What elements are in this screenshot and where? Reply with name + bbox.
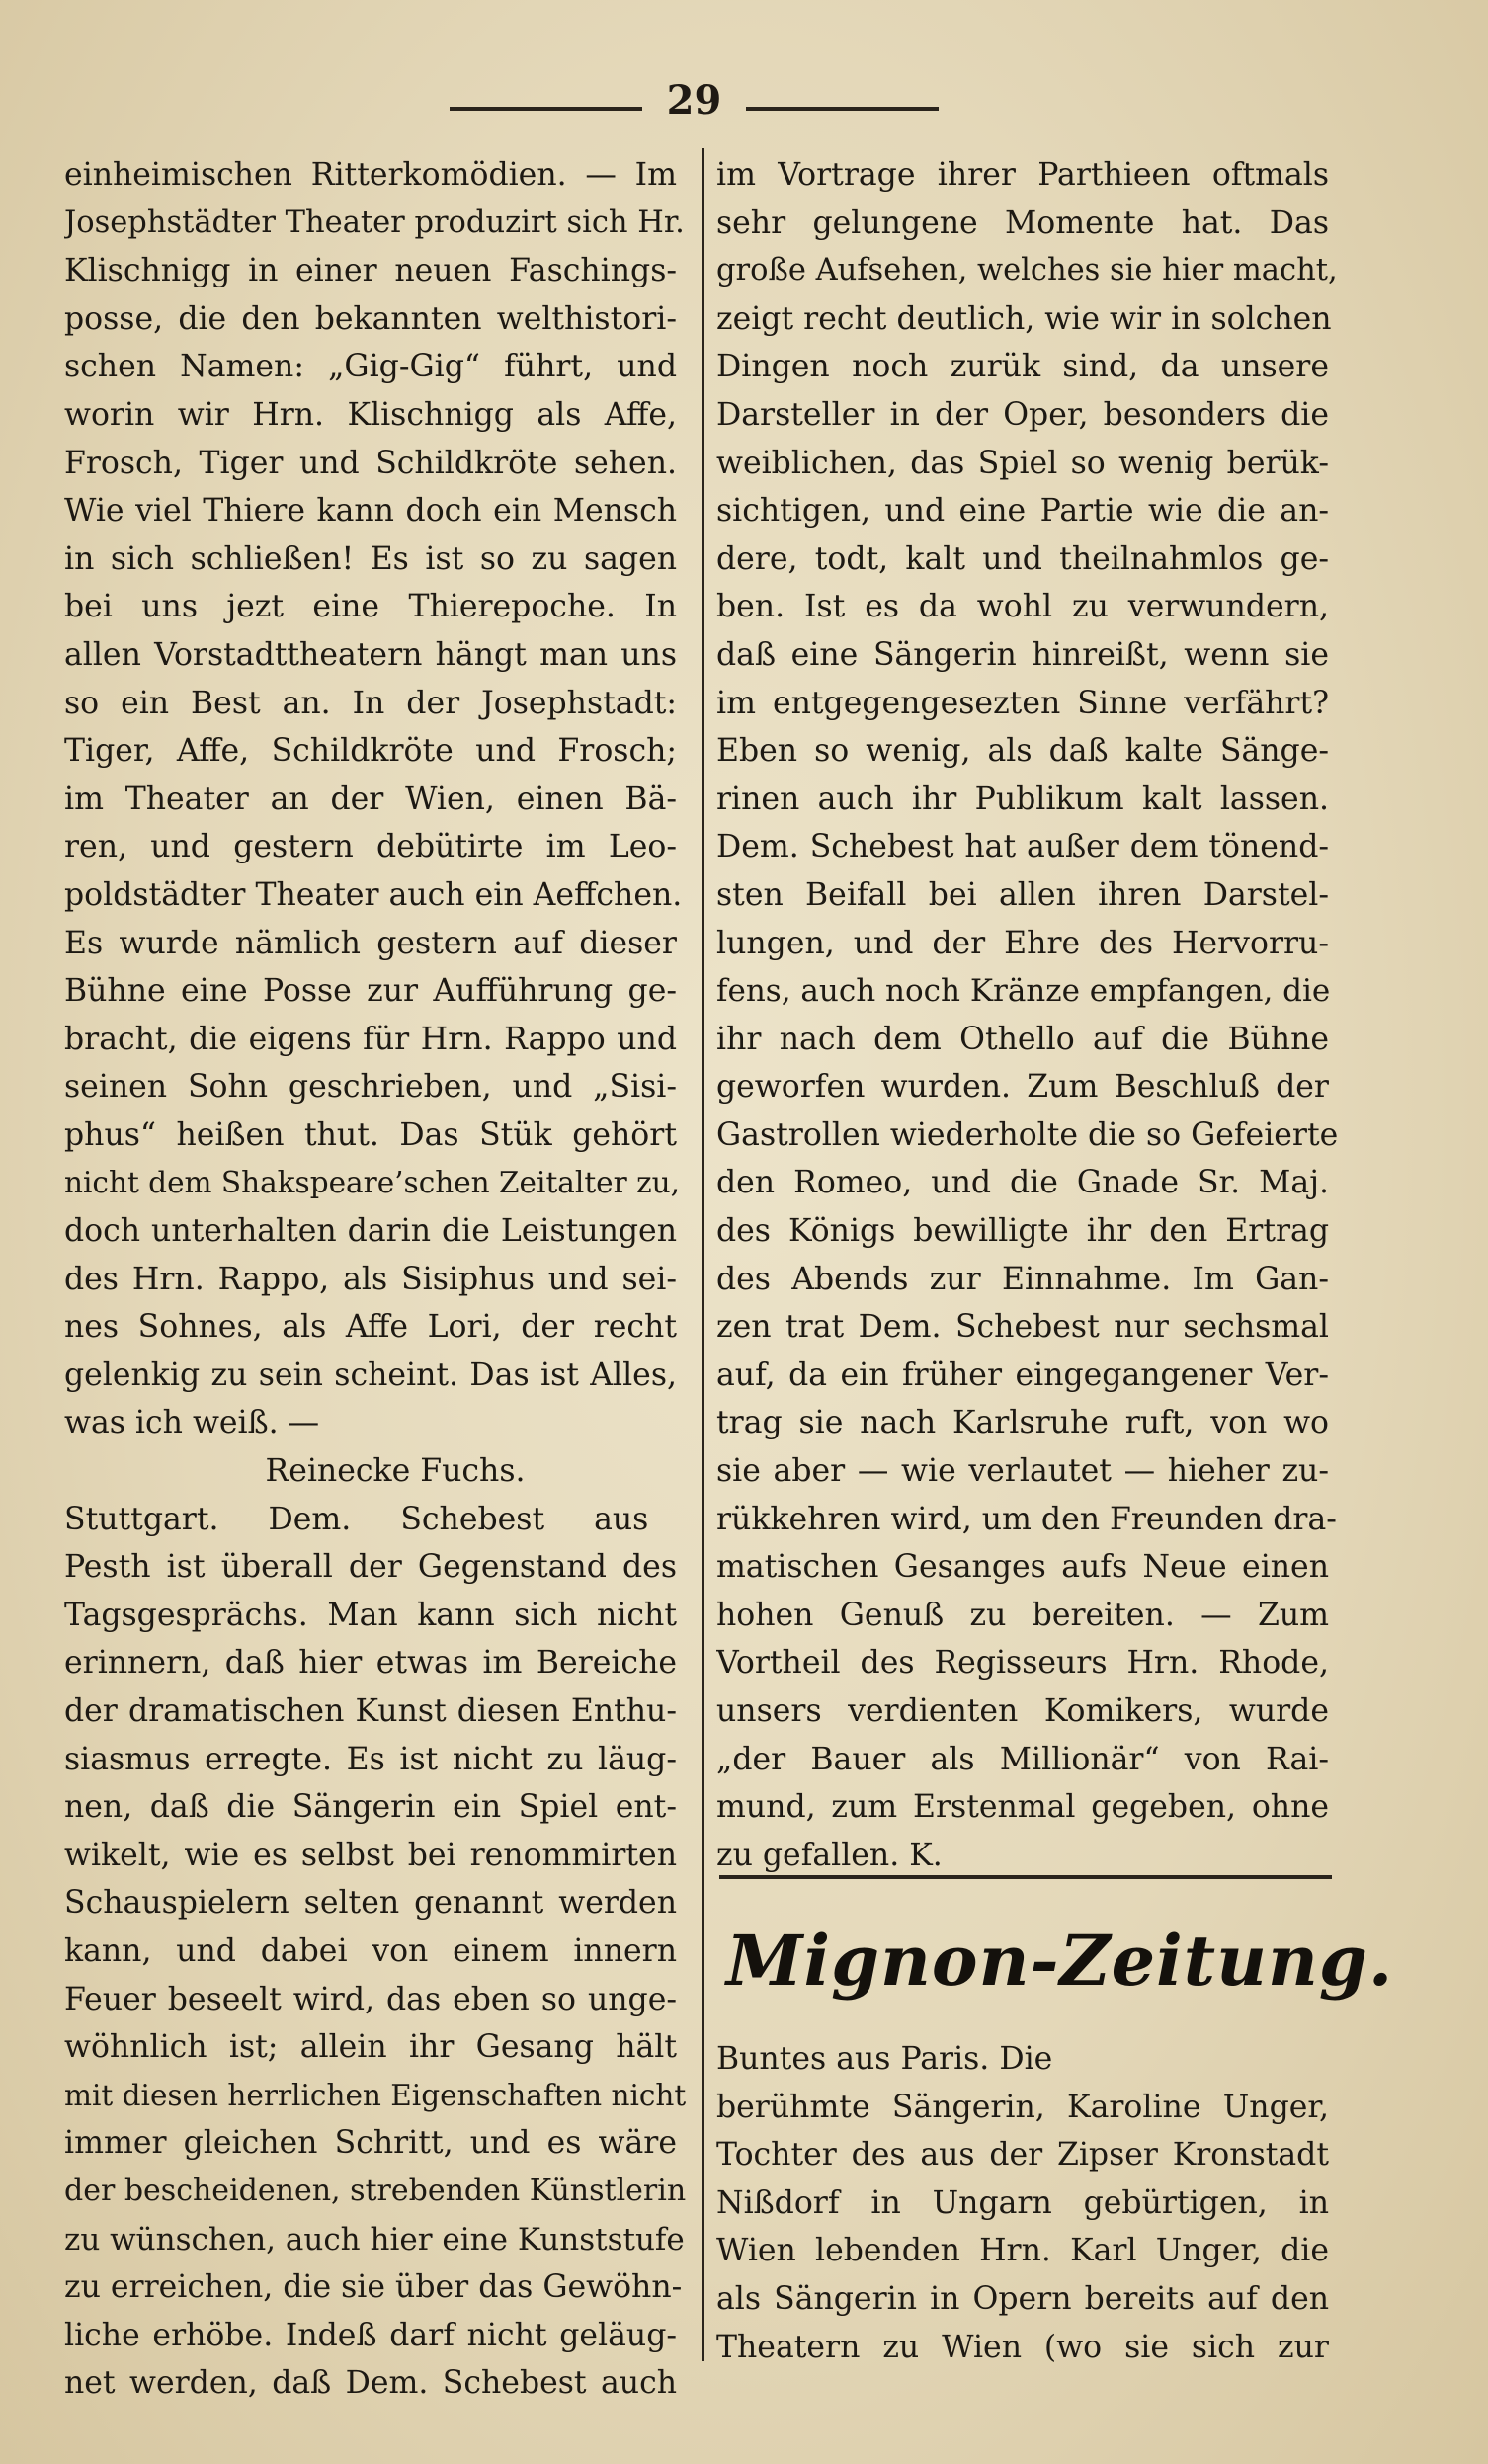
column-divider [702, 148, 704, 2361]
text-line: geworfen wurden. Zum Beschluß der [716, 1069, 1329, 1106]
text-line: trag sie nach Karlsruhe ruft, von wo [716, 1405, 1329, 1441]
text-line: sten Beifall bei allen ihren Darstel- [716, 876, 1329, 913]
text-line: Schauspielern selten genannt werden [64, 1885, 677, 1922]
text-line: nes Sohnes, als Affe Lori, der recht [64, 1309, 677, 1346]
page-header [0, 77, 1488, 146]
text-line: zeigt recht deutlich, wie wir in solchen [716, 300, 1332, 337]
text-line: zen trat Dem. Schebest nur sechsmal [716, 1309, 1329, 1346]
text-line: mund, zum Erstenmal gegeben, ohne [716, 1789, 1329, 1826]
text-line: Dem. Schebest hat außer dem tönend- [716, 829, 1329, 865]
text-line: matischen Gesanges aufs Neue einen [716, 1549, 1329, 1586]
text-line: Tochter des aus der Zipser Kronstadt [716, 2137, 1329, 2174]
text-line: sehr gelungene Momente hat. Das [716, 205, 1329, 241]
page-number: 29 [666, 77, 722, 123]
text-line: daß eine Sängerin hinreißt, wenn sie [716, 636, 1329, 673]
text-line: der dramatischen Kunst diesen Enthu- [64, 1693, 677, 1729]
text-line: Eben so wenig, als daß kalte Sänge- [716, 733, 1329, 770]
text-line: zu erreichen, die sie über das Gewöhn- [64, 2269, 683, 2306]
text-line: weiblichen, das Spiel so wenig berük- [716, 445, 1329, 481]
text-line: Wie viel Thiere kann doch ein Mensch [64, 493, 677, 530]
lower-right-column [716, 2035, 1339, 2371]
text-line: im Vortrage ihrer Parthieen oftmals [716, 157, 1329, 193]
text-line: nicht dem Shakspeare’schen Zeitalter zu, [64, 1166, 681, 1200]
text-line: Bühne eine Posse zur Aufführung ge- [64, 973, 677, 1010]
text-line: allen Vorstadttheatern hängt man uns [64, 636, 677, 673]
text-line: zu wünschen, auch hier eine Kunststufe [64, 2221, 685, 2258]
text-line: ihr nach dem Othello auf die Bühne [716, 1021, 1329, 1057]
text-line: unsers verdienten Komikers, wurde [716, 1693, 1329, 1729]
text-line: zu gefallen. K. [716, 1837, 943, 1873]
text-line: lungen, und der Ehre des Hervorru- [716, 925, 1329, 961]
text-line: des Königs bewilligte ihr den Ertrag [716, 1213, 1329, 1250]
text-line: den Romeo, und die Gnade Sr. Maj. [716, 1165, 1329, 1201]
text-line: bracht, die eigens für Hrn. Rappo und [64, 1021, 677, 1057]
right-column [716, 151, 1339, 1879]
text-line: gelenkig zu sein scheint. Das ist Alles, [64, 1356, 677, 1393]
text-line: Wien lebenden Hrn. Karl Unger, die [716, 2233, 1329, 2269]
text-line: auf, da ein früher eingegangener Ver- [716, 1356, 1329, 1393]
text-line: doch unterhalten darin die Leistungen [64, 1213, 677, 1250]
text-line: große Aufsehen, welches sie hier macht, [716, 253, 1338, 288]
text-line: kann, und dabei von einem innern [64, 1932, 677, 1969]
text-line: Dingen noch zurük sind, da unsere [716, 349, 1329, 385]
text-line: Tiger, Affe, Schildkröte und Frosch; [64, 733, 677, 770]
text-line: Frosch, Tiger und Schildkröte sehen. [64, 445, 677, 481]
text-line: immer gleichen Schritt, und es wäre [64, 2125, 677, 2162]
text-line: Es wurde nämlich gestern auf dieser [64, 925, 677, 961]
text-line: „der Bauer als Millionär“ von Rai- [716, 1741, 1329, 1777]
text-line: berühmte Sängerin, Karoline Unger, [716, 2089, 1329, 2125]
text-line: liche erhöbe. Indeß darf nicht geläug- [64, 2317, 677, 2353]
text-line: ren, und gestern debütirte im Leo- [64, 829, 677, 865]
text-line: worin wir Hrn. Klischnigg als Affe, [64, 396, 677, 433]
text-line: wikelt, wie es selbst bei renommirten [64, 1837, 677, 1873]
text-line: Buntes aus Paris. Die [716, 2041, 1053, 2077]
text-line: posse, die den bekannten welthistori- [64, 300, 677, 337]
text-line: Vortheil des Regisseurs Hrn. Rhode, [716, 1645, 1329, 1682]
text-line: hohen Genuß zu bereiten. — Zum [716, 1597, 1329, 1633]
text-line: Feuer beseelt wird, das eben so unge- [64, 1981, 677, 2017]
text-line: rinen auch ihr Publikum kalt lassen. [716, 780, 1329, 817]
text-line: seinen Sohn geschrieben, und „Sisi- [64, 1069, 677, 1106]
section-rule [719, 1875, 1332, 1879]
text-line: Nißdorf in Ungarn gebürtigen, in [716, 2184, 1329, 2221]
text-line: bei uns jezt eine Thierepoche. In [64, 589, 677, 625]
header-rule-left [450, 107, 642, 111]
text-line: nen, daß die Sängerin ein Spiel ent- [64, 1789, 677, 1826]
text-line: des Abends zur Einnahme. Im Gan- [716, 1261, 1329, 1297]
text-line: erinnern, daß hier etwas im Bereiche [64, 1645, 677, 1682]
text-line: rükkehren wird, um den Freunden dra- [716, 1501, 1337, 1537]
text-line: fens, auch noch Kränze empfangen, die [716, 973, 1331, 1010]
text-line: Tagsgesprächs. Man kann sich nicht [64, 1597, 677, 1633]
text-line: Gastrollen wiederholte die so Gefeierte [716, 1116, 1339, 1153]
text-line: schen Namen: „Gig-Gig“ führt, und [64, 349, 677, 385]
text-line: Pesth ist überall der Gegenstand des [64, 1549, 677, 1586]
text-line: phus“ heißen thut. Das Stük gehört [64, 1116, 677, 1153]
text-line: Reinecke Fuchs. [265, 1453, 526, 1490]
text-line: ben. Ist es da wohl zu verwundern, [716, 589, 1329, 625]
text-line: Josephstädter Theater produzirt sich Hr. [64, 205, 685, 240]
text-line: im Theater an der Wien, einen Bä- [64, 780, 677, 817]
text-line: der bescheidenen, strebenden Künstlerin [64, 2173, 687, 2208]
text-line: Stuttgart. Dem. Schebest aus [64, 1501, 649, 1537]
text-line: dere, todt, kalt und theilnahmlos ge- [716, 540, 1329, 577]
text-line: als Sängerin in Opern bereits auf den [716, 2280, 1329, 2317]
text-line: poldstädter Theater auch ein Aeffchen. [64, 876, 683, 913]
header-rule-right [746, 107, 939, 111]
left-column [64, 151, 687, 2408]
text-line: wöhnlich ist; allein ihr Gesang hält [64, 2029, 677, 2066]
text-line: net werden, daß Dem. Schebest auch [64, 2365, 677, 2402]
text-line: im entgegengesezten Sinne verfährt? [716, 685, 1329, 721]
text-line: sichtigen, und eine Partie wie die an- [716, 493, 1329, 530]
text-line: siasmus erregte. Es ist nicht zu läug- [64, 1741, 677, 1777]
text-line: was ich weiß. — [64, 1405, 320, 1441]
text-line: des Hrn. Rappo, als Sisiphus und sei- [64, 1261, 677, 1297]
section-title: Mignon-Zeitung. [726, 1920, 1394, 2002]
text-line: Darsteller in der Oper, besonders die [716, 396, 1329, 433]
text-line: mit diesen herrlichen Eigenschaften nicht [64, 2078, 687, 2112]
text-line: in sich schließen! Es ist so zu sagen [64, 540, 677, 577]
text-line: Theatern zu Wien (wo sie sich zur [716, 2329, 1329, 2365]
text-line: so ein Best an. In der Josephstadt: [64, 685, 677, 721]
text-line: sie aber — wie verlautet — hieher zu- [716, 1453, 1329, 1490]
text-line: einheimischen Ritterkomödien. — Im [64, 157, 677, 193]
text-line: Klischnigg in einer neuen Faschings- [64, 253, 677, 289]
